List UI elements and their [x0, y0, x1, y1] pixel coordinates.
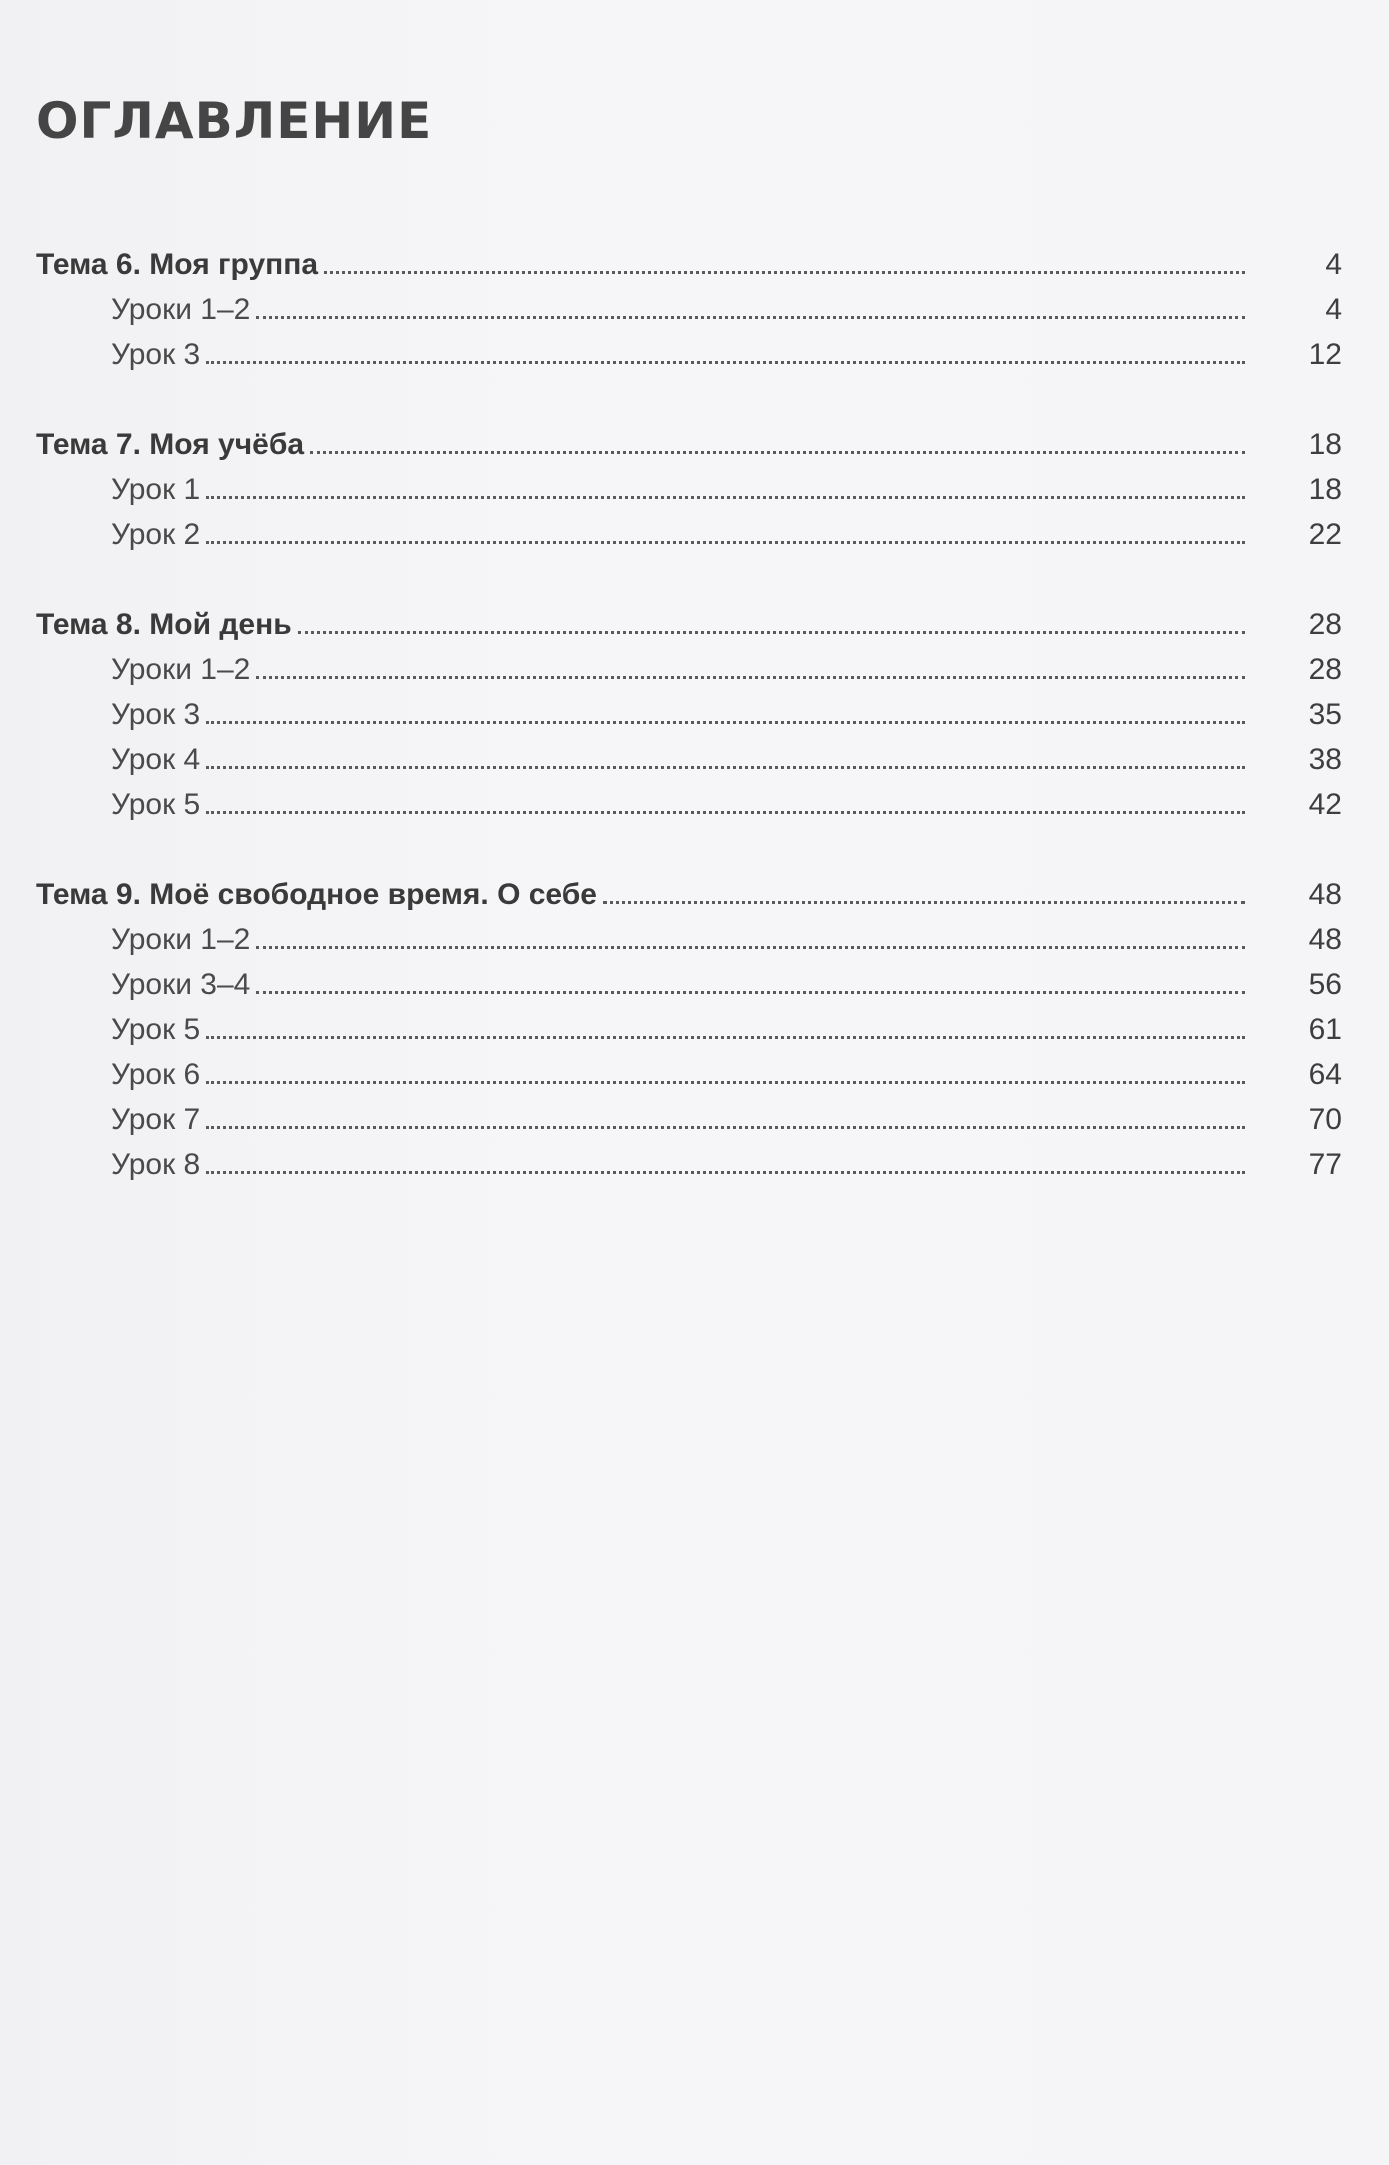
toc-page-number: 4 — [1325, 248, 1342, 281]
toc-lesson-row[interactable] — [36, 913, 1342, 958]
toc-page-number: 56 — [1308, 968, 1342, 1001]
toc-lesson-row[interactable] — [36, 283, 1342, 328]
dot-leader — [256, 283, 1245, 319]
toc-lesson-row[interactable] — [36, 1003, 1342, 1048]
toc-topic-row[interactable] — [36, 238, 1342, 283]
toc-topic-label: Тема 6. Моя группа — [36, 248, 319, 281]
toc-page-number: 42 — [1308, 788, 1342, 821]
dot-leader — [310, 418, 1245, 454]
toc-lesson-label: Урок 5 — [111, 788, 201, 821]
toc-lesson-label: Урок 5 — [111, 1013, 201, 1046]
page-title: ОГЛАВЛЕНИЕ — [36, 92, 433, 150]
toc-page-number: 38 — [1308, 743, 1342, 776]
dot-leader — [206, 508, 1245, 544]
toc-lesson-row[interactable] — [36, 958, 1342, 1003]
toc-lesson-row[interactable] — [36, 688, 1342, 733]
toc-page-number: 48 — [1308, 923, 1342, 956]
toc-lesson-label: Урок 8 — [111, 1148, 201, 1181]
toc-section-topic-6 — [36, 238, 1342, 373]
toc-lesson-label: Урок 4 — [111, 743, 201, 776]
toc-lesson-row[interactable] — [36, 463, 1342, 508]
toc-lesson-label: Уроки 1–2 — [111, 923, 251, 956]
toc-page-number: 64 — [1308, 1058, 1342, 1091]
toc-page-number: 77 — [1308, 1148, 1342, 1181]
toc-page-number: 22 — [1308, 518, 1342, 551]
toc-topic-row[interactable] — [36, 868, 1342, 913]
dot-leader — [206, 1138, 1245, 1174]
toc-lesson-row[interactable] — [36, 1138, 1342, 1183]
toc-lesson-label: Уроки 1–2 — [111, 653, 251, 686]
dot-leader — [324, 238, 1245, 274]
toc-page-number: 70 — [1308, 1103, 1342, 1136]
toc-lesson-row[interactable] — [36, 778, 1342, 823]
toc-page-number: 61 — [1308, 1013, 1342, 1046]
dot-leader — [206, 328, 1245, 364]
dot-leader — [256, 958, 1245, 994]
toc-lesson-row[interactable] — [36, 508, 1342, 553]
dot-leader — [256, 913, 1245, 949]
toc-lesson-row[interactable] — [36, 1048, 1342, 1093]
toc-lesson-label: Урок 3 — [111, 338, 201, 371]
dot-leader — [206, 1093, 1245, 1129]
dot-leader — [298, 598, 1245, 634]
toc-lesson-label: Урок 2 — [111, 518, 201, 551]
dot-leader — [256, 643, 1245, 679]
toc-lesson-row[interactable] — [36, 733, 1342, 778]
toc-lesson-label: Урок 7 — [111, 1103, 201, 1136]
dot-leader — [206, 1048, 1245, 1084]
toc-page-number: 18 — [1308, 428, 1342, 461]
dot-leader — [206, 463, 1245, 499]
toc-section-topic-9 — [36, 868, 1342, 1183]
toc-page-number: 28 — [1308, 653, 1342, 686]
toc-lesson-row[interactable] — [36, 643, 1342, 688]
toc-page-number: 35 — [1308, 698, 1342, 731]
toc-topic-row[interactable] — [36, 598, 1342, 643]
dot-leader — [603, 868, 1245, 904]
toc-page-number: 28 — [1308, 608, 1342, 641]
toc-page-number: 48 — [1308, 878, 1342, 911]
toc-lesson-row[interactable] — [36, 1093, 1342, 1138]
dot-leader — [206, 1003, 1245, 1039]
toc-section-topic-8 — [36, 598, 1342, 823]
toc-lesson-label: Урок 6 — [111, 1058, 201, 1091]
toc-lesson-label: Уроки 1–2 — [111, 293, 251, 326]
toc-page-number: 4 — [1325, 293, 1342, 326]
toc-page-number: 12 — [1308, 338, 1342, 371]
toc-topic-label: Тема 8. Мой день — [36, 608, 292, 641]
dot-leader — [206, 733, 1245, 769]
toc-lesson-label: Урок 3 — [111, 698, 201, 731]
toc-lesson-row[interactable] — [36, 328, 1342, 373]
toc-lesson-label: Уроки 3–4 — [111, 968, 251, 1001]
table-of-contents — [36, 238, 1342, 1228]
toc-topic-label: Тема 7. Моя учёба — [36, 428, 305, 461]
toc-topic-row[interactable] — [36, 418, 1342, 463]
toc-topic-label: Тема 9. Моё свободное время. О себе — [36, 878, 597, 911]
dot-leader — [206, 688, 1245, 724]
dot-leader — [206, 778, 1245, 814]
toc-lesson-label: Урок 1 — [111, 473, 201, 506]
toc-page-number: 18 — [1308, 473, 1342, 506]
toc-section-topic-7 — [36, 418, 1342, 553]
